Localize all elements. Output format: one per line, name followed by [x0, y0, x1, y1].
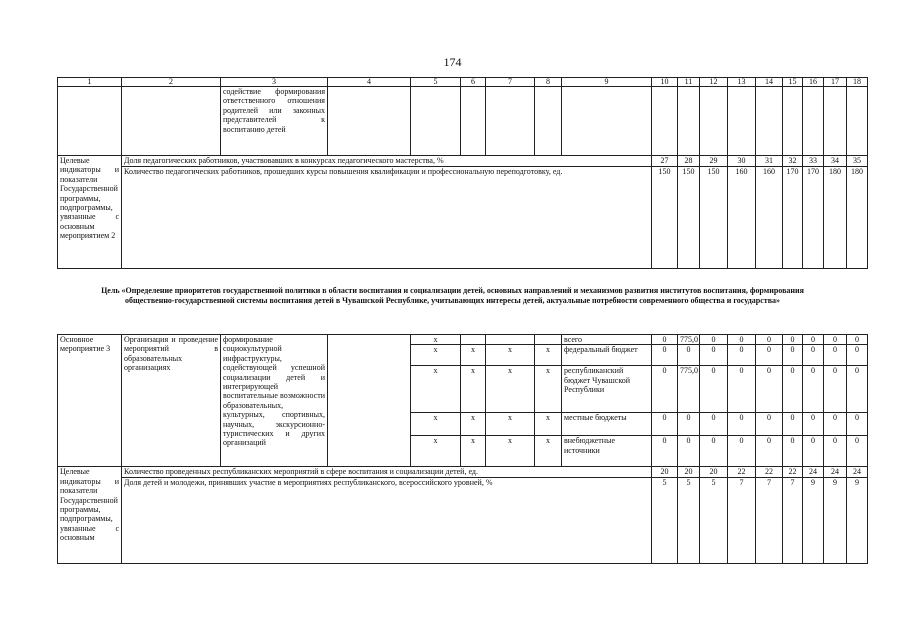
- funding-value: 0: [652, 335, 678, 345]
- code-cell: x: [411, 413, 461, 436]
- col-number: 17: [824, 78, 847, 87]
- indicator-text: Доля детей и молодежи, принявших участие в мероприятиях республиканского, всероссийского уровней, %: [122, 478, 652, 564]
- program-table-continued: [57, 77, 868, 269]
- indicator-value: 160: [728, 167, 756, 269]
- goal-heading: Цель «Определение приоритетов государственной политики в области воспитания и социализации детей, основных направлений и механизмов развития институтов воспитания, формирования общественно-государственной системы воспитания детей в Чувашской Республике, учитывающих интересы детей, актуальные потребности современного общества и государства»: [101, 286, 804, 306]
- indicator-value: 9: [803, 478, 824, 564]
- code-cell: x: [411, 345, 461, 366]
- activity-content: формирование социокультурной инфраструктуры, содействующей успешной социализации детей и интегрирующей воспитательные возможности образовательных, культурных, спортивных, научных, экскурсионно-туристических и других организаций: [221, 335, 328, 467]
- empty-cell: [328, 335, 411, 467]
- funding-value: 0: [803, 413, 824, 436]
- indicator-value: 22: [783, 467, 803, 478]
- code-cell: x: [461, 436, 486, 467]
- indicator-row: [58, 156, 868, 167]
- funding-source: всего: [562, 335, 652, 345]
- indicator-value: 9: [847, 478, 868, 564]
- indicator-text: Количество проведенных республиканских мероприятий в сфере воспитания и социализации детей, ед.: [122, 467, 652, 478]
- code-cell: x: [535, 366, 562, 413]
- funding-source: внебюджетные источники: [562, 436, 652, 467]
- indicator-value: 27: [652, 156, 678, 167]
- code-cell: x: [535, 413, 562, 436]
- main-activity-label: Основное мероприятие 3: [58, 335, 122, 467]
- funding-value: 0: [756, 436, 783, 467]
- code-cell: [535, 335, 562, 345]
- funding-row: [58, 335, 868, 345]
- code-cell: x: [486, 413, 535, 436]
- indicator-value: 7: [783, 478, 803, 564]
- code-cell: x: [486, 345, 535, 366]
- funding-value: 0: [652, 366, 678, 413]
- column-number-row: [58, 78, 868, 87]
- funding-value: 0: [847, 436, 868, 467]
- col-number: 10: [652, 78, 678, 87]
- col-number: 12: [700, 78, 728, 87]
- funding-value: 0: [700, 436, 728, 467]
- funding-value: 0: [756, 335, 783, 345]
- activity-organizer: Организация и проведение мероприятий в образовательных организациях: [122, 335, 221, 467]
- funding-value: 0: [728, 436, 756, 467]
- indicator-value: 170: [803, 167, 824, 269]
- indicator-value: 150: [700, 167, 728, 269]
- funding-value: 0: [728, 413, 756, 436]
- indicator-value: 28: [678, 156, 700, 167]
- funding-value: 0: [700, 366, 728, 413]
- code-cell: x: [461, 366, 486, 413]
- funding-value: 0: [824, 366, 847, 413]
- funding-value: 0: [678, 436, 700, 467]
- col-number: 2: [122, 78, 221, 87]
- continuation-row: [58, 87, 868, 156]
- code-cell: x: [535, 345, 562, 366]
- indicator-value: 24: [824, 467, 847, 478]
- code-cell: [461, 335, 486, 345]
- funding-value: 0: [783, 345, 803, 366]
- indicator-value: 9: [824, 478, 847, 564]
- funding-value: 0: [652, 436, 678, 467]
- col-number: 7: [486, 78, 535, 87]
- indicator-value: 34: [824, 156, 847, 167]
- col-number: 15: [783, 78, 803, 87]
- funding-value: 0: [847, 335, 868, 345]
- indicator-value: 30: [728, 156, 756, 167]
- indicator-value: 150: [652, 167, 678, 269]
- funding-value: 0: [728, 345, 756, 366]
- funding-value: 0: [803, 366, 824, 413]
- funding-value: 0: [700, 345, 728, 366]
- funding-source: местные бюджеты: [562, 413, 652, 436]
- indicator-value: 7: [728, 478, 756, 564]
- funding-value: 0: [847, 413, 868, 436]
- indicator-value: 5: [678, 478, 700, 564]
- code-cell: x: [486, 366, 535, 413]
- funding-value: 0: [783, 436, 803, 467]
- funding-value: 0: [700, 335, 728, 345]
- col-number: 4: [328, 78, 411, 87]
- code-cell: x: [411, 436, 461, 467]
- indicator-value: 24: [803, 467, 824, 478]
- funding-value: 0: [847, 366, 868, 413]
- indicator-value: 20: [652, 467, 678, 478]
- funding-value: 775,0: [678, 335, 700, 345]
- program-table-main-activity-3: [57, 334, 868, 564]
- indicator-row: [58, 467, 868, 478]
- funding-value: 0: [803, 436, 824, 467]
- funding-value: 775,0: [678, 366, 700, 413]
- code-cell: x: [411, 335, 461, 345]
- indicator-value: 33: [803, 156, 824, 167]
- indicator-value: 160: [756, 167, 783, 269]
- col-number: 1: [58, 78, 122, 87]
- indicator-text: Количество педагогических работников, прошедших курсы повышения квалификации и профессиональную переподготовку, ед.: [122, 167, 652, 269]
- funding-value: 0: [678, 345, 700, 366]
- col-number: 3: [221, 78, 328, 87]
- col-number: 8: [535, 78, 562, 87]
- funding-value: 0: [756, 413, 783, 436]
- page-number: 174: [443, 55, 462, 69]
- indicator-value: 5: [700, 478, 728, 564]
- indicator-value: 150: [678, 167, 700, 269]
- col-number: 18: [847, 78, 868, 87]
- funding-source: республиканский бюджет Чувашской Республики: [562, 366, 652, 413]
- indicator-text: Доля педагогических работников, участвовавших в конкурсах педагогического мастерства, %: [122, 156, 652, 167]
- col-number: 14: [756, 78, 783, 87]
- funding-value: 0: [652, 345, 678, 366]
- indicator-value: 32: [783, 156, 803, 167]
- funding-value: 0: [783, 413, 803, 436]
- code-cell: x: [461, 413, 486, 436]
- col-number: 16: [803, 78, 824, 87]
- funding-value: 0: [756, 366, 783, 413]
- col-number: 9: [562, 78, 652, 87]
- funding-value: 0: [824, 436, 847, 467]
- funding-value: 0: [824, 413, 847, 436]
- funding-value: 0: [652, 413, 678, 436]
- funding-value: 0: [678, 413, 700, 436]
- indicator-value: 24: [847, 467, 868, 478]
- funding-value: 0: [756, 345, 783, 366]
- indicator-row: [58, 478, 868, 564]
- funding-value: 0: [728, 335, 756, 345]
- indicator-value: 31: [756, 156, 783, 167]
- funding-value: 0: [824, 345, 847, 366]
- funding-value: 0: [783, 366, 803, 413]
- indicator-label: Целевые индикаторы и показатели Государственной программы, подпрограммы, увязанные с основным мероприятием 2: [58, 156, 122, 269]
- indicator-value: 20: [700, 467, 728, 478]
- funding-value: 0: [824, 335, 847, 345]
- funding-source: федеральный бюджет: [562, 345, 652, 366]
- indicator-value: 180: [824, 167, 847, 269]
- indicator-value: 180: [847, 167, 868, 269]
- indicator-value: 170: [783, 167, 803, 269]
- activity-content-continued: содействие формирования ответственного отношения родителей или законных представителей к воспитанию детей: [221, 87, 328, 156]
- funding-value: 0: [700, 413, 728, 436]
- col-number: 6: [461, 78, 486, 87]
- indicator-value: 22: [756, 467, 783, 478]
- indicator-value: 29: [700, 156, 728, 167]
- indicator-value: 7: [756, 478, 783, 564]
- col-number: 13: [728, 78, 756, 87]
- col-number: 5: [411, 78, 461, 87]
- indicator-value: 20: [678, 467, 700, 478]
- code-cell: x: [411, 366, 461, 413]
- indicator-label: Целевые индикаторы и показатели Государственной программы, подпрограммы, увязанные с основным: [58, 467, 122, 564]
- code-cell: x: [535, 436, 562, 467]
- funding-value: 0: [803, 345, 824, 366]
- code-cell: [486, 335, 535, 345]
- col-number: 11: [678, 78, 700, 87]
- funding-value: 0: [728, 366, 756, 413]
- indicator-row: [58, 167, 868, 269]
- indicator-value: 35: [847, 156, 868, 167]
- code-cell: x: [486, 436, 535, 467]
- funding-value: 0: [847, 345, 868, 366]
- funding-value: 0: [803, 335, 824, 345]
- code-cell: x: [461, 345, 486, 366]
- funding-value: 0: [783, 335, 803, 345]
- indicator-value: 22: [728, 467, 756, 478]
- indicator-value: 5: [652, 478, 678, 564]
